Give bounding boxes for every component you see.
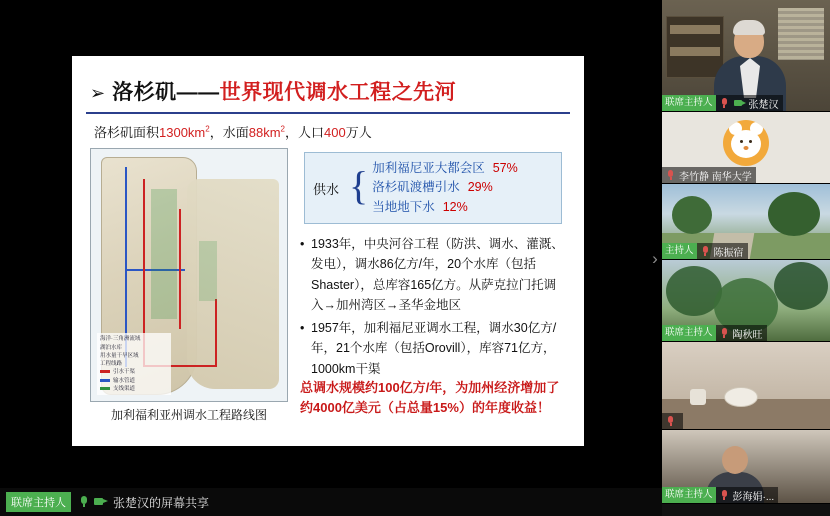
avatar-eye-right [749, 140, 752, 143]
nameplate [662, 167, 756, 183]
slide-subheading [94, 122, 372, 141]
map-valley-shade [151, 189, 177, 319]
status-role-badge: 联席主持人 [6, 492, 71, 512]
participant-hair [733, 20, 765, 35]
map-legend [97, 333, 171, 395]
supply-row-pct: 57% [492, 160, 518, 175]
video-tile[interactable] [662, 184, 830, 260]
list-item [300, 234, 568, 315]
window-blind-decor [778, 8, 824, 60]
video-on-icon [733, 95, 747, 111]
presentation-slide [72, 56, 584, 446]
microphone-muted-icon [718, 95, 731, 111]
role-badge: 联席主持人 [662, 95, 716, 111]
list-item [300, 318, 568, 379]
arrow-bullet-icon: ➢ [90, 83, 106, 103]
map-legend-item-3: 用水量干旱区域 [100, 352, 139, 359]
avatar-eye-left [740, 140, 743, 143]
supply-row [372, 198, 518, 217]
california-water-map [90, 148, 288, 402]
video-tile[interactable] [662, 0, 830, 112]
slide-title-black: 洛杉矶—— [112, 81, 220, 104]
slide-bullet-list [300, 234, 568, 382]
subhead-part-b-sup: 2 [205, 124, 210, 134]
subhead-part-g: 万人 [345, 125, 372, 140]
nameplate [662, 487, 778, 503]
nameplate [662, 325, 767, 341]
slide-title [90, 76, 570, 106]
bookshelf-decor [666, 16, 724, 78]
avatar-nose [744, 146, 749, 150]
participant-name: 彭海娟·... [732, 491, 775, 503]
map-legend-item-2: 湖泊水库 [100, 344, 123, 351]
participant-name: 张楚汉 [748, 99, 779, 111]
water-supply-box [304, 152, 562, 224]
bullet-dot-icon: • [300, 237, 305, 251]
foliage-decor [774, 262, 828, 310]
supply-label: 供水 [313, 181, 340, 197]
nameplate [662, 413, 683, 429]
scene-tree [672, 196, 712, 234]
map-legend-section: 工程线路 [100, 361, 123, 367]
share-status-bar [0, 488, 662, 516]
supply-rows [368, 159, 518, 217]
video-tile[interactable] [662, 430, 830, 504]
map-caption: 加利福利亚州调水工程路线图 [110, 408, 267, 422]
supply-row [372, 159, 518, 178]
video-tile[interactable] [662, 342, 830, 430]
video-camera-icon[interactable] [93, 494, 109, 510]
participant-name: 李竹静 南华大学 [679, 171, 752, 183]
avatar-face [731, 130, 761, 158]
share-status-text: 张楚汉的屏幕共享 [113, 495, 210, 510]
participant-head [722, 446, 748, 474]
video-tile[interactable] [662, 112, 830, 184]
participant-video-strip [662, 0, 830, 516]
video-tile[interactable] [662, 260, 830, 342]
role-badge: 联席主持人 [662, 487, 716, 503]
role-badge: 主持人 [662, 243, 697, 259]
supply-row-label: 当地地下水 [372, 199, 435, 214]
subhead-part-e: ，人口 [284, 125, 324, 140]
microphone-muted-icon [664, 167, 677, 183]
subhead-part-f: 400 [324, 125, 346, 140]
nameplate [662, 243, 748, 259]
avatar [723, 120, 769, 166]
brace-icon: { [349, 163, 369, 208]
microphone-muted-icon [664, 413, 677, 429]
supply-row-label: 洛杉矶渡槽引水 [372, 180, 460, 195]
microphone-muted-icon [718, 325, 731, 341]
slide-highlight-text: 总调水规模约100亿方/年，为加州经济增加了约4000亿美元（占总量15%）的年度收益！ [300, 380, 560, 415]
subhead-part-a: 洛杉矶面积 [94, 125, 160, 140]
cup-decor [690, 389, 706, 405]
title-divider [86, 112, 570, 114]
bullet-text: 1957年，加利福尼亚调水工程，调水30亿方/年，21个水库（包括Orovill），库容71亿方，1000km干渠 [311, 321, 557, 376]
map-legend-route-3: 支线渠道 [100, 385, 168, 393]
bullet-dot-icon: • [300, 321, 305, 335]
slide-title-red: 世界现代调水工程之先河 [219, 81, 457, 104]
map-aqueduct-central [179, 209, 181, 329]
participant-name: 陈振宿 [713, 247, 744, 259]
supply-row-label: 加利福尼亚大都会区 [372, 160, 485, 175]
supply-row-pct: 12% [442, 199, 468, 214]
subhead-part-c: ，水面 [209, 125, 249, 140]
subhead-part-d-sup: 2 [280, 124, 285, 134]
role-badge: 联席主持人 [662, 325, 716, 341]
map-legend-route-1: 引水干渠 [100, 368, 168, 376]
map-legend-item-1: 海洋·三角洲流域 [100, 336, 141, 343]
microphone-muted-icon [699, 243, 712, 259]
subhead-part-d: 88km [248, 125, 281, 140]
map-aqueduct-east [215, 299, 217, 367]
microphone-icon[interactable] [77, 494, 91, 510]
supply-row [372, 178, 518, 197]
bullet-text: 1933年，中央河谷工程（防洪、调水、灌溉、发电），调水86亿方/年，20个水库（包括Shaster），总库容165亿方。从萨克拉门托调入→加州湾区→圣华金地区 [311, 237, 564, 312]
subhead-part-b: 1300km [159, 125, 206, 140]
microphone-muted-icon [718, 487, 731, 503]
scene-tree [768, 192, 820, 236]
participant-name: 陶秋旺 [732, 329, 763, 341]
map-region-shade [199, 241, 217, 301]
nameplate [662, 95, 783, 111]
supply-row-pct: 29% [467, 180, 493, 195]
map-legend-route-2: 输水管道 [100, 377, 168, 385]
plate-decor [724, 387, 758, 407]
chevron-right-icon[interactable]: › [652, 249, 658, 268]
